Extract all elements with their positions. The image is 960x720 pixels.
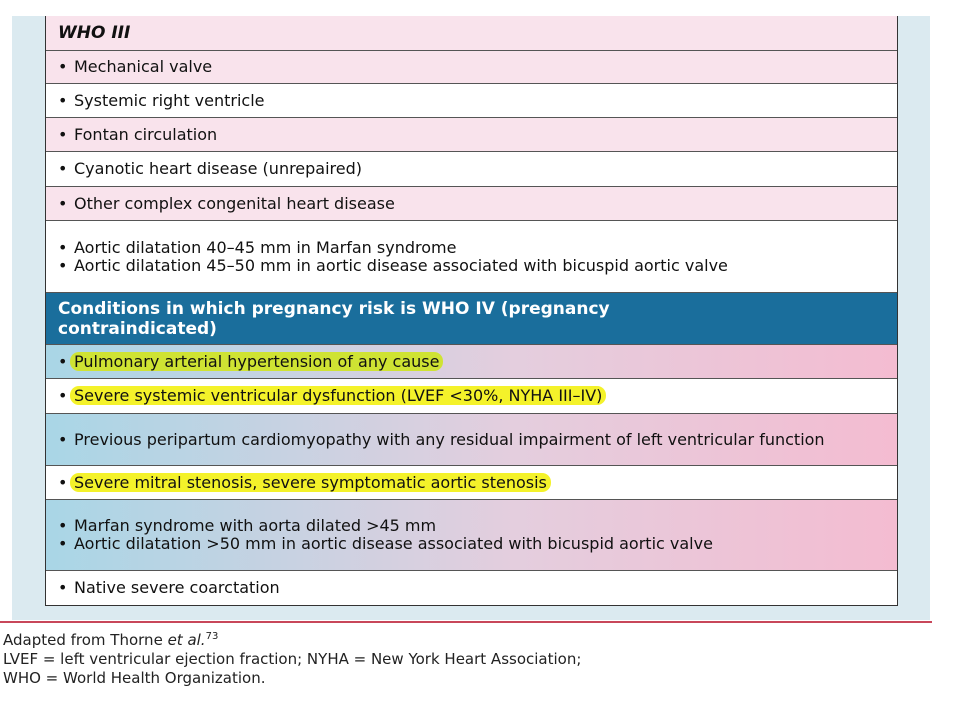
footnote-abbreviations: LVEF = left ventricular ejection fraction; NYHA = New York Heart Association; xyxy=(3,650,582,668)
highlight-mark: Severe systemic ventricular dysfunction (LVEF <30%, NYHA III–IV) xyxy=(70,386,606,405)
table-row: • Native severe coarctation xyxy=(46,571,897,605)
footnote-abbreviations-2: WHO = World Health Organization. xyxy=(3,669,266,687)
document-panel xyxy=(12,16,930,620)
table-footnote xyxy=(3,631,953,688)
highlight-mark: Pulmonary arterial hypertension of any cause xyxy=(70,352,443,371)
risk-table xyxy=(45,16,898,606)
table-row: • Fontan circulation xyxy=(46,118,897,152)
table-row: • Severe systemic ventricular dysfunction (LVEF <30%, NYHA III–IV) xyxy=(46,379,897,414)
highlight-mark: Severe mitral stenosis, severe symptomatic aortic stenosis xyxy=(70,473,551,492)
footnote-source: Adapted from Thorne et al.$^{73}$ xyxy=(3,631,219,649)
table-row: • Aortic dilatation 40–45 mm in Marfan syndrome • Aortic dilatation 45–50 mm in aortic disease associated with bicuspid aortic valve xyxy=(46,221,897,293)
footnote-divider xyxy=(0,621,932,623)
who-iv-header: Conditions in which pregnancy risk is WHO IV (pregnancy contraindicated) xyxy=(46,293,897,345)
table-row: • Mechanical valve xyxy=(46,51,897,84)
table-row: • Other complex congenital heart disease xyxy=(46,187,897,221)
table-row: • Pulmonary arterial hypertension of any cause xyxy=(46,345,897,379)
table-row: • Severe mitral stenosis, severe symptomatic aortic stenosis xyxy=(46,466,897,500)
table-row: • Previous peripartum cardiomyopathy with any residual impairment of left ventricular function xyxy=(46,414,897,466)
table-row: • Cyanotic heart disease (unrepaired) xyxy=(46,152,897,187)
who-iii-heading: WHO III xyxy=(46,16,897,51)
table-row: • Systemic right ventricle xyxy=(46,84,897,118)
table-row: • Marfan syndrome with aorta dilated >45 mm • Aortic dilatation >50 mm in aortic disease associated with bicuspid aortic valve xyxy=(46,500,897,571)
